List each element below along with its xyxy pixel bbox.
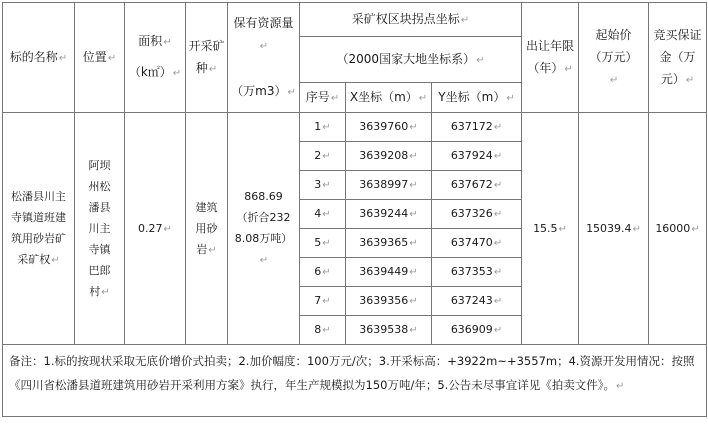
coord-y: 637326↵ bbox=[432, 200, 522, 229]
coord-seq: 8↵ bbox=[300, 316, 346, 345]
coord-seq: 5↵ bbox=[300, 229, 346, 258]
header-seq: 序号↵ bbox=[300, 83, 346, 113]
coord-x: 3639365↵ bbox=[346, 229, 432, 258]
coord-y: 637172↵ bbox=[432, 113, 522, 142]
coord-seq: 4↵ bbox=[300, 200, 346, 229]
coord-seq: 3↵ bbox=[300, 171, 346, 200]
coord-x: 3639244↵ bbox=[346, 200, 432, 229]
header-location: 位置↵ bbox=[75, 3, 125, 113]
coord-seq: 6↵ bbox=[300, 258, 346, 287]
note-row bbox=[3, 345, 707, 417]
coord-y: 637672↵ bbox=[432, 171, 522, 200]
header-mineral: 开采矿种↵ bbox=[186, 3, 228, 113]
cell-start-price: 15039.4↵ bbox=[579, 113, 649, 345]
coord-y: 637470↵ bbox=[432, 229, 522, 258]
cell-location: 阿坝州松潘县川主寺镇巴郎村↵ bbox=[75, 113, 125, 345]
header-y: Y坐标（m）↵ bbox=[432, 83, 522, 113]
header-area: 面积↵ （k㎡）↵ bbox=[125, 3, 186, 113]
header-coords-title: 采矿权区块拐点坐标↵ bbox=[300, 3, 522, 37]
header-term: 出让年限（年）↵ bbox=[522, 3, 579, 113]
coord-y: 637353↵ bbox=[432, 258, 522, 287]
note-cell: 备注：1.标的按现状采取无底价增价式拍卖；2.加价幅度：100万元/次；3.开采标高：+3922m~+3557m；4.资源开发用情况：按照《四川省松潘县道班建筑用砂岩开采利用方案》执行，年生产规模拟为150万吨/年；5.公告未尽事宜详见《拍卖文件》。↵ bbox=[3, 345, 707, 417]
coord-seq: 2↵ bbox=[300, 142, 346, 171]
header-coords-system: （2000国家大地坐标系）↵ bbox=[300, 37, 522, 83]
coord-x: 3639208↵ bbox=[346, 142, 432, 171]
auction-table bbox=[2, 2, 707, 417]
coord-y: 636909↵ bbox=[432, 316, 522, 345]
cell-term: 15.5↵ bbox=[522, 113, 579, 345]
coord-x: 3639538↵ bbox=[346, 316, 432, 345]
coord-y: 637924↵ bbox=[432, 142, 522, 171]
header-deposit: 竞买保证金（万元）↵ bbox=[649, 3, 707, 113]
cell-area: 0.27↵ bbox=[125, 113, 186, 345]
cell-reserves: 868.69（折合2328.08万吨）↵ bbox=[228, 113, 300, 345]
header-name: 标的名称↵ bbox=[3, 3, 75, 113]
coord-seq: 7↵ bbox=[300, 287, 346, 316]
coord-x: 3638997↵ bbox=[346, 171, 432, 200]
coord-row bbox=[3, 113, 707, 142]
cell-name: 松潘县川主寺镇道班建筑用砂岩矿采矿权↵ bbox=[3, 113, 75, 345]
coord-x: 3639356↵ bbox=[346, 287, 432, 316]
header-row-1 bbox=[3, 3, 707, 37]
cell-mineral: 建筑用砂岩↵ bbox=[186, 113, 228, 345]
header-x: X坐标（m）↵ bbox=[346, 83, 432, 113]
coord-x: 3639449↵ bbox=[346, 258, 432, 287]
coord-y: 637243↵ bbox=[432, 287, 522, 316]
header-reserves: 保有资源量↵ （万m3）↵ bbox=[228, 3, 300, 113]
coord-x: 3639760↵ bbox=[346, 113, 432, 142]
header-start-price: 起始价（万元）↵ bbox=[579, 3, 649, 113]
coord-seq: 1↵ bbox=[300, 113, 346, 142]
cell-deposit: 16000↵ bbox=[649, 113, 707, 345]
